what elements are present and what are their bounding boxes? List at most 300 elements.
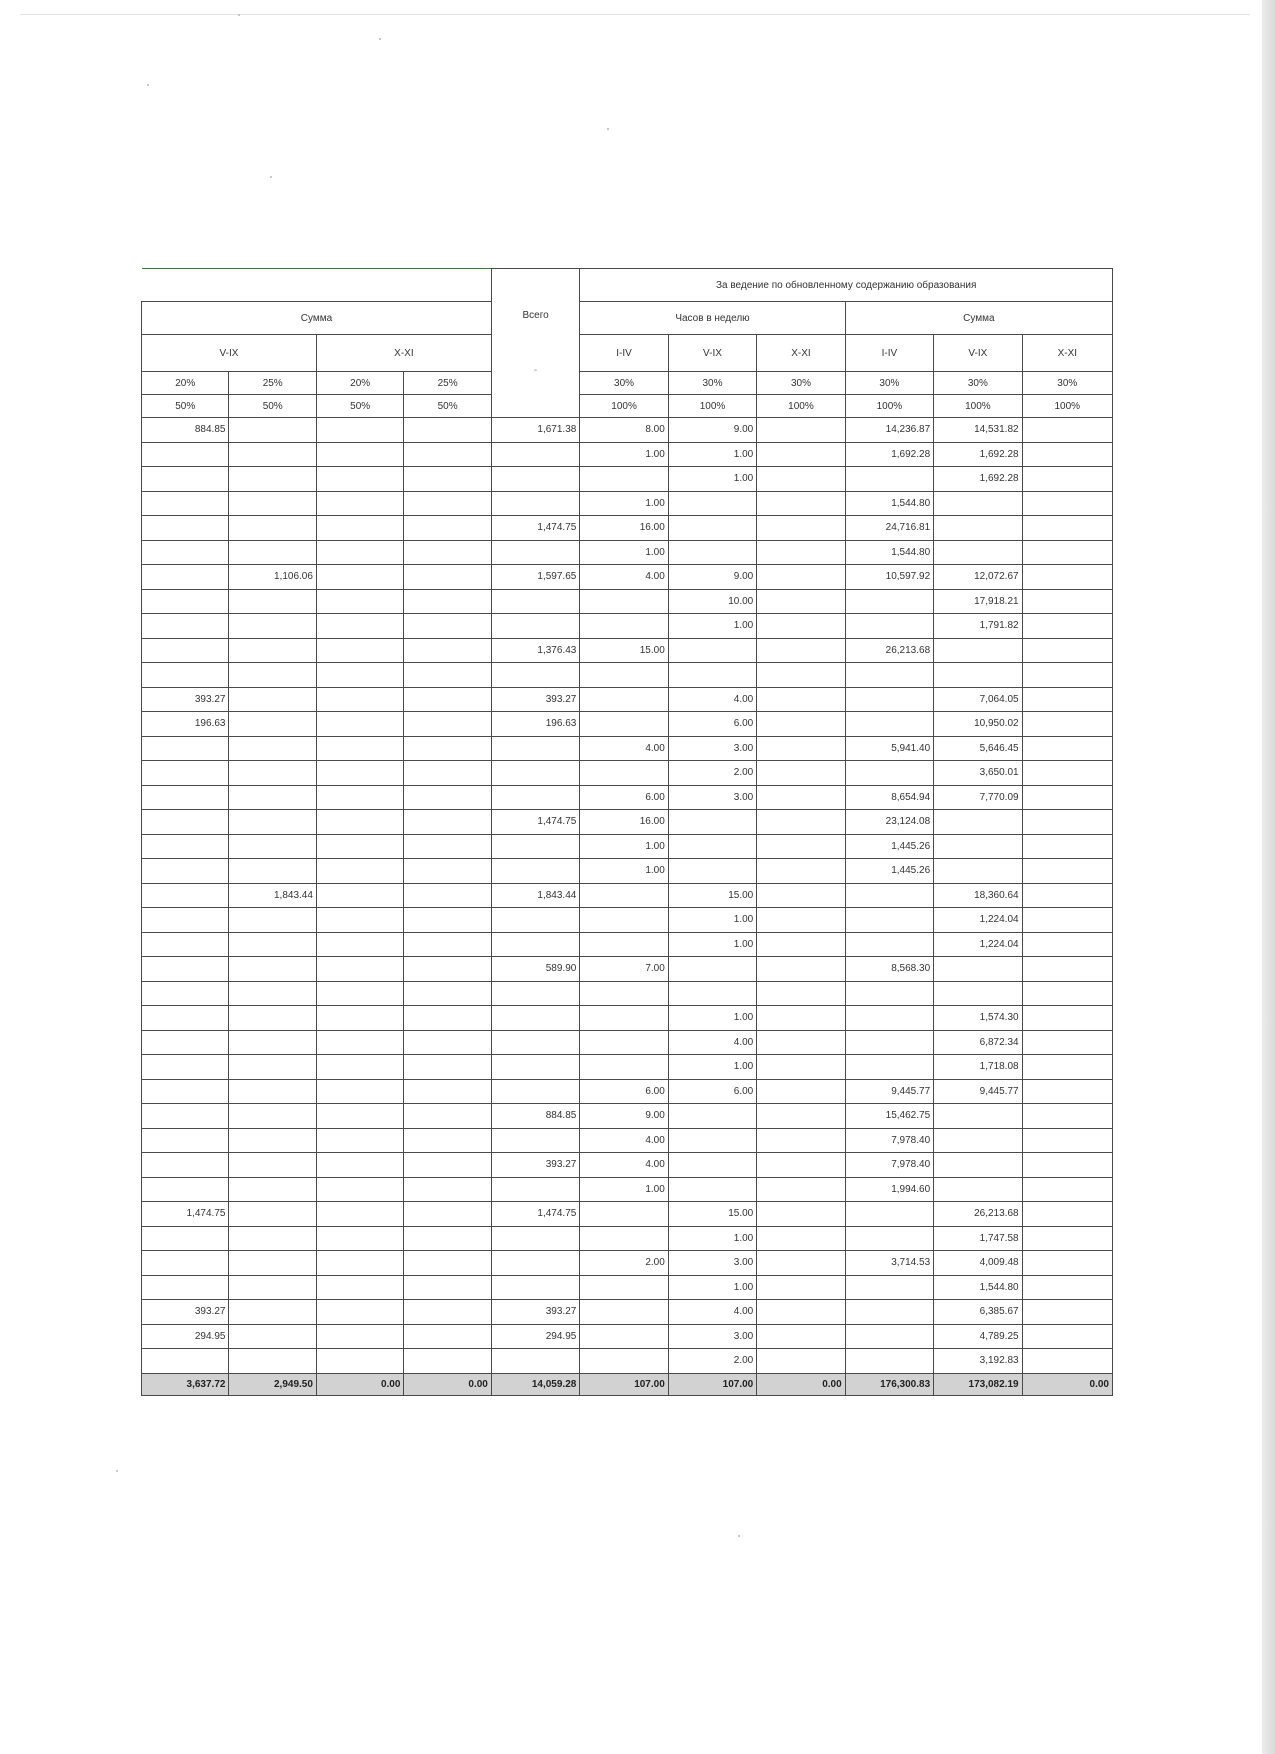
total-cell: 0.00 <box>404 1373 491 1395</box>
table-cell: 1,692.28 <box>934 467 1022 492</box>
table-cell <box>1022 491 1112 516</box>
total-cell: 14,059.28 <box>491 1373 579 1395</box>
table-cell <box>404 957 491 982</box>
table-cell <box>316 565 403 590</box>
table-cell <box>142 491 229 516</box>
table-cell <box>316 1128 403 1153</box>
table-cell: 6,385.67 <box>934 1300 1022 1325</box>
pct2-cell: 50% <box>229 395 316 418</box>
header-sum-v-ix: V-IX <box>934 335 1022 372</box>
table-row <box>142 638 1113 663</box>
table-row <box>142 785 1113 810</box>
table-cell <box>316 1251 403 1276</box>
table-cell <box>668 957 756 982</box>
table-cell <box>757 467 845 492</box>
table-cell: 393.27 <box>491 1300 579 1325</box>
table-cell <box>229 1177 316 1202</box>
table-cell <box>142 589 229 614</box>
table-cell <box>757 1177 845 1202</box>
table-cell <box>491 663 579 688</box>
table-cell <box>491 834 579 859</box>
table-cell: 884.85 <box>142 418 229 443</box>
table-cell: 4.00 <box>668 687 756 712</box>
table-row <box>142 1128 1113 1153</box>
table-cell <box>1022 1177 1112 1202</box>
table-cell <box>404 1349 491 1374</box>
table-cell: 7,064.05 <box>934 687 1022 712</box>
table-cell <box>229 516 316 541</box>
table-cell: 4.00 <box>580 1128 668 1153</box>
table-cell <box>934 810 1022 835</box>
table-cell <box>142 663 229 688</box>
table-row <box>142 467 1113 492</box>
header-hours-v-ix: V-IX <box>668 335 756 372</box>
table-cell <box>757 1055 845 1080</box>
table-cell <box>142 957 229 982</box>
table-cell: 1,474.75 <box>142 1202 229 1227</box>
header-group-v-ix: V-IX <box>142 335 317 372</box>
table-cell <box>668 540 756 565</box>
table-cell <box>757 712 845 737</box>
header-row-top <box>142 269 1113 302</box>
table-cell <box>316 516 403 541</box>
table-cell <box>491 1030 579 1055</box>
table-cell <box>580 932 668 957</box>
table-cell <box>580 1202 668 1227</box>
table-cell <box>668 834 756 859</box>
table-cell <box>142 932 229 957</box>
table-cell <box>229 908 316 933</box>
table-cell <box>404 1177 491 1202</box>
table-cell <box>845 687 933 712</box>
table-cell <box>404 467 491 492</box>
table-cell <box>229 589 316 614</box>
table-cell: 1,574.30 <box>934 1006 1022 1031</box>
table-cell <box>757 687 845 712</box>
table-cell <box>934 1177 1022 1202</box>
table-cell: 26,213.68 <box>845 638 933 663</box>
pct1-cell: 25% <box>229 372 316 395</box>
table-cell <box>404 712 491 737</box>
table-cell <box>1022 1275 1112 1300</box>
table-cell <box>668 859 756 884</box>
table-cell <box>934 540 1022 565</box>
table-cell <box>229 1300 316 1325</box>
table-cell: 9.00 <box>668 418 756 443</box>
table-cell: 12,072.67 <box>934 565 1022 590</box>
table-cell <box>845 1055 933 1080</box>
table-cell: 6.00 <box>668 1079 756 1104</box>
pct2-cell: 50% <box>316 395 403 418</box>
table-row <box>142 761 1113 786</box>
totals-row <box>142 1373 1113 1395</box>
header-sum-left: Сумма <box>142 302 492 335</box>
table-cell: 3,714.53 <box>845 1251 933 1276</box>
table-cell <box>229 1226 316 1251</box>
table-cell <box>757 614 845 639</box>
table-cell <box>580 1324 668 1349</box>
table-cell <box>757 1128 845 1153</box>
table-cell <box>1022 834 1112 859</box>
table-cell <box>142 736 229 761</box>
total-cell: 176,300.83 <box>845 1373 933 1395</box>
table-cell: 2.00 <box>580 1251 668 1276</box>
table-cell <box>491 442 579 467</box>
table-cell <box>668 1128 756 1153</box>
table-cell <box>757 785 845 810</box>
table-cell <box>757 981 845 1006</box>
table-cell <box>142 834 229 859</box>
table-cell <box>404 1128 491 1153</box>
table-cell <box>757 1104 845 1129</box>
table-cell: 393.27 <box>142 1300 229 1325</box>
table-cell <box>757 540 845 565</box>
table-cell <box>668 981 756 1006</box>
scan-speck <box>738 1535 740 1537</box>
table-cell <box>142 810 229 835</box>
table-cell: 1.00 <box>668 1055 756 1080</box>
table-cell: 393.27 <box>142 687 229 712</box>
table-cell <box>142 1006 229 1031</box>
table-cell <box>668 1153 756 1178</box>
table-cell: 1,445.26 <box>845 859 933 884</box>
table-cell: 15.00 <box>580 638 668 663</box>
table-cell: 1,544.80 <box>934 1275 1022 1300</box>
table-cell: 1,718.08 <box>934 1055 1022 1080</box>
table-cell <box>845 981 933 1006</box>
table-cell <box>404 1153 491 1178</box>
table-cell <box>1022 589 1112 614</box>
table-cell: 1.00 <box>668 908 756 933</box>
table-cell <box>491 1128 579 1153</box>
table-cell <box>142 1251 229 1276</box>
table-cell <box>845 1202 933 1227</box>
header-sum-x-xi: X-XI <box>1022 335 1112 372</box>
table-cell: 15,462.75 <box>845 1104 933 1129</box>
table-cell <box>142 1055 229 1080</box>
table-cell: 10.00 <box>668 589 756 614</box>
table-cell <box>491 1006 579 1031</box>
table-cell: 5,941.40 <box>845 736 933 761</box>
table-cell <box>142 1030 229 1055</box>
table-cell <box>142 540 229 565</box>
table-cell <box>316 540 403 565</box>
table-cell <box>316 687 403 712</box>
table-cell <box>491 859 579 884</box>
table-cell <box>1022 957 1112 982</box>
scan-speck <box>607 128 609 130</box>
table-cell <box>757 516 845 541</box>
pct1-cell: 30% <box>757 372 845 395</box>
table-cell <box>580 1349 668 1374</box>
table-cell <box>229 834 316 859</box>
table-cell: 1.00 <box>580 1177 668 1202</box>
table-cell: 6.00 <box>580 1079 668 1104</box>
table-cell <box>316 932 403 957</box>
table-cell <box>142 467 229 492</box>
table-cell <box>668 638 756 663</box>
table-cell: 1.00 <box>580 491 668 516</box>
table-cell <box>1022 1055 1112 1080</box>
table-cell <box>668 491 756 516</box>
total-cell: 107.00 <box>668 1373 756 1395</box>
table-cell: 17,918.21 <box>934 589 1022 614</box>
table-cell <box>404 687 491 712</box>
pct1-cell: 20% <box>316 372 403 395</box>
table-row <box>142 1300 1113 1325</box>
table-cell <box>229 687 316 712</box>
table-cell <box>845 1030 933 1055</box>
table-cell <box>229 859 316 884</box>
pct2-cell: 50% <box>404 395 491 418</box>
table-row <box>142 1251 1113 1276</box>
table-cell: 8.00 <box>580 418 668 443</box>
table-cell <box>668 663 756 688</box>
table-cell <box>757 1275 845 1300</box>
table-row <box>142 1226 1113 1251</box>
table-body <box>142 269 1113 1396</box>
table-cell <box>1022 785 1112 810</box>
table-cell: 294.95 <box>491 1324 579 1349</box>
table-cell: 15.00 <box>668 1202 756 1227</box>
table-cell <box>316 1079 403 1104</box>
table-cell: 1,544.80 <box>845 491 933 516</box>
table-cell: 24,716.81 <box>845 516 933 541</box>
table-cell <box>1022 810 1112 835</box>
page-edge-shadow <box>1262 0 1275 1754</box>
table-cell: 5,646.45 <box>934 736 1022 761</box>
table-cell: 3.00 <box>668 1251 756 1276</box>
table-cell <box>845 908 933 933</box>
table-cell <box>142 761 229 786</box>
table-row <box>142 540 1113 565</box>
table-cell <box>1022 467 1112 492</box>
table-cell <box>491 785 579 810</box>
table-cell <box>491 614 579 639</box>
table-cell <box>491 1055 579 1080</box>
table-cell <box>229 663 316 688</box>
table-cell <box>229 1324 316 1349</box>
table-row <box>142 516 1113 541</box>
table-cell <box>404 1030 491 1055</box>
table-cell <box>580 663 668 688</box>
table-cell: 4.00 <box>668 1030 756 1055</box>
table-cell: 16.00 <box>580 810 668 835</box>
table-cell <box>757 736 845 761</box>
table-cell <box>580 883 668 908</box>
table-cell <box>757 418 845 443</box>
table-cell <box>404 1324 491 1349</box>
table-row <box>142 1275 1113 1300</box>
table-row <box>142 442 1113 467</box>
header-blank-cell <box>142 269 492 302</box>
table-cell <box>491 1275 579 1300</box>
table-cell <box>404 1104 491 1129</box>
table-cell <box>934 1104 1022 1129</box>
table-row <box>142 712 1113 737</box>
table-cell: 14,531.82 <box>934 418 1022 443</box>
table-cell <box>580 908 668 933</box>
pct1-cell: 30% <box>845 372 933 395</box>
header-hours-x-xi: X-XI <box>757 335 845 372</box>
table-cell <box>580 1030 668 1055</box>
table-row <box>142 1104 1113 1129</box>
table-cell <box>491 736 579 761</box>
table-cell <box>580 1055 668 1080</box>
table-cell <box>757 761 845 786</box>
table-cell <box>934 638 1022 663</box>
table-cell <box>491 981 579 1006</box>
scan-top-line <box>20 14 1250 15</box>
table-cell: 3.00 <box>668 736 756 761</box>
table-cell <box>229 712 316 737</box>
table-cell: 1,474.75 <box>491 810 579 835</box>
table-cell <box>934 957 1022 982</box>
table-cell <box>142 1153 229 1178</box>
table-cell <box>404 516 491 541</box>
table-cell <box>1022 687 1112 712</box>
table-cell: 1,994.60 <box>845 1177 933 1202</box>
table-cell: 294.95 <box>142 1324 229 1349</box>
table-cell: 1,224.04 <box>934 908 1022 933</box>
table-cell <box>491 761 579 786</box>
table-cell <box>404 418 491 443</box>
table-cell <box>229 1104 316 1129</box>
table-cell <box>845 1349 933 1374</box>
table-cell <box>1022 418 1112 443</box>
table-cell: 4.00 <box>580 736 668 761</box>
pct1-cell: 25% <box>404 372 491 395</box>
table-cell <box>229 638 316 663</box>
table-cell <box>229 1128 316 1153</box>
table-cell <box>757 957 845 982</box>
table-cell <box>316 1275 403 1300</box>
table-cell <box>142 516 229 541</box>
table-cell <box>1022 908 1112 933</box>
table-row <box>142 663 1113 688</box>
table-cell <box>757 1226 845 1251</box>
table-row <box>142 957 1113 982</box>
table-cell <box>404 1006 491 1031</box>
table-cell <box>316 589 403 614</box>
table-cell: 7,978.40 <box>845 1153 933 1178</box>
table-cell <box>316 1177 403 1202</box>
table-cell <box>757 1153 845 1178</box>
table-cell: 1,376.43 <box>491 638 579 663</box>
table-cell: 3.00 <box>668 785 756 810</box>
table-cell <box>229 932 316 957</box>
table-cell <box>316 614 403 639</box>
table-cell: 1.00 <box>580 442 668 467</box>
table-row <box>142 1177 1113 1202</box>
table-cell: 1.00 <box>580 859 668 884</box>
table-cell: 196.63 <box>142 712 229 737</box>
table-cell <box>142 1177 229 1202</box>
table-cell: 1,692.28 <box>845 442 933 467</box>
table-cell <box>142 1104 229 1129</box>
table-cell <box>757 1300 845 1325</box>
table-cell: 196.63 <box>491 712 579 737</box>
total-cell: 0.00 <box>316 1373 403 1395</box>
table-cell <box>757 810 845 835</box>
table-cell: 1,843.44 <box>229 883 316 908</box>
table-cell <box>1022 1006 1112 1031</box>
table-cell: 8,568.30 <box>845 957 933 982</box>
table-cell <box>229 957 316 982</box>
table-cell <box>142 442 229 467</box>
table-cell <box>1022 1251 1112 1276</box>
table-cell <box>316 712 403 737</box>
total-cell: 107.00 <box>580 1373 668 1395</box>
header-row-groups <box>142 335 1113 372</box>
table-cell <box>845 663 933 688</box>
table-cell <box>404 1275 491 1300</box>
pct2-cell: 100% <box>934 395 1022 418</box>
table-cell <box>668 1104 756 1129</box>
table-cell <box>1022 736 1112 761</box>
table-cell <box>934 491 1022 516</box>
table-cell <box>404 932 491 957</box>
total-cell: 173,082.19 <box>934 1373 1022 1395</box>
table-row <box>142 1079 1113 1104</box>
table-cell <box>229 442 316 467</box>
table-cell: 1,597.65 <box>491 565 579 590</box>
table-cell <box>1022 932 1112 957</box>
scan-speck <box>238 14 240 16</box>
table-cell: 23,124.08 <box>845 810 933 835</box>
table-cell <box>1022 1300 1112 1325</box>
table-cell <box>404 834 491 859</box>
table-cell: 7.00 <box>580 957 668 982</box>
table-cell <box>1022 540 1112 565</box>
table-cell <box>404 638 491 663</box>
table-cell <box>404 1251 491 1276</box>
table-cell <box>229 1030 316 1055</box>
table-cell <box>845 1300 933 1325</box>
header-updated-content: За ведение по обновленному содержанию образования <box>580 269 1113 302</box>
header-row-mid <box>142 302 1113 335</box>
table-cell <box>142 1275 229 1300</box>
table-cell: 1,791.82 <box>934 614 1022 639</box>
table-cell <box>316 981 403 1006</box>
table-cell: 10,597.92 <box>845 565 933 590</box>
table-cell: 7,978.40 <box>845 1128 933 1153</box>
table-cell <box>1022 663 1112 688</box>
table-cell <box>229 1275 316 1300</box>
table-cell: 10,950.02 <box>934 712 1022 737</box>
table-cell: 4,009.48 <box>934 1251 1022 1276</box>
table-cell <box>757 908 845 933</box>
table-cell: 4.00 <box>580 565 668 590</box>
table-cell <box>757 589 845 614</box>
table-cell <box>229 810 316 835</box>
table-cell <box>757 442 845 467</box>
table-cell <box>1022 614 1112 639</box>
table-cell <box>845 589 933 614</box>
table-cell <box>316 1030 403 1055</box>
table-cell <box>229 614 316 639</box>
table-row <box>142 834 1113 859</box>
header-sum-right: Сумма <box>845 302 1112 335</box>
table-cell <box>1022 1349 1112 1374</box>
table-row <box>142 1349 1113 1374</box>
table-cell <box>229 540 316 565</box>
table-cell: 9,445.77 <box>845 1079 933 1104</box>
table-cell <box>404 810 491 835</box>
table-cell: 18,360.64 <box>934 883 1022 908</box>
table-cell <box>934 1153 1022 1178</box>
table-cell: 1.00 <box>668 467 756 492</box>
